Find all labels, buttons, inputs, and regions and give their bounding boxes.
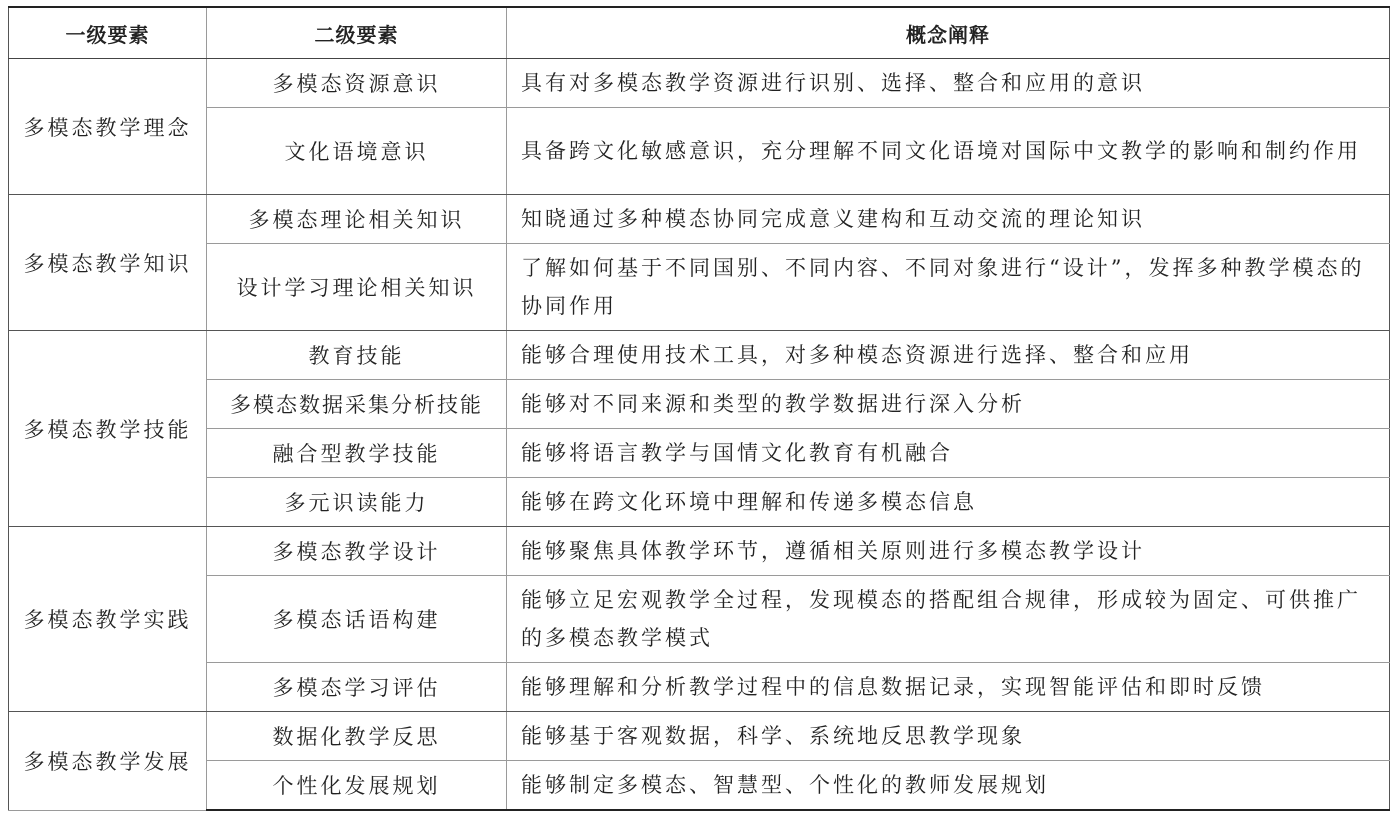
table-row <box>9 429 1390 478</box>
table-row <box>9 478 1390 527</box>
level2-cell: 多模态话语构建 <box>207 576 507 663</box>
table-row <box>9 380 1390 429</box>
level2-cell: 多模态教学设计 <box>207 527 507 576</box>
table-row <box>9 712 1390 761</box>
level2-cell: 多模态学习评估 <box>207 663 507 712</box>
description-cell: 具有对多模态教学资源进行识别、选择、整合和应用的意识 <box>507 59 1390 108</box>
level1-cell: 多模态教学技能 <box>9 331 207 527</box>
level2-cell: 数据化教学反思 <box>207 712 507 761</box>
level2-cell: 多模态数据采集分析技能 <box>207 380 507 429</box>
description-cell: 能够将语言教学与国情文化教育有机融合 <box>507 429 1390 478</box>
level1-cell: 多模态教学实践 <box>9 527 207 712</box>
table-row <box>9 527 1390 576</box>
description-cell: 能够聚焦具体教学环节，遵循相关原则进行多模态教学设计 <box>507 527 1390 576</box>
table-row <box>9 59 1390 108</box>
description-cell: 知晓通过多种模态协同完成意义建构和互动交流的理论知识 <box>507 195 1390 244</box>
competency-table <box>8 6 1390 811</box>
description-cell: 能够制定多模态、智慧型、个性化的教师发展规划 <box>507 761 1390 811</box>
description-cell: 能够对不同来源和类型的教学数据进行深入分析 <box>507 380 1390 429</box>
table-header-row <box>9 7 1390 59</box>
table-row <box>9 576 1390 663</box>
description-cell: 具备跨文化敏感意识，充分理解不同文化语境对国际中文教学的影响和制约作用 <box>507 108 1390 195</box>
level2-cell: 多模态资源意识 <box>207 59 507 108</box>
level2-cell: 个性化发展规划 <box>207 761 507 811</box>
level2-cell: 融合型教学技能 <box>207 429 507 478</box>
header-level1: 一级要素 <box>9 7 207 59</box>
table-row <box>9 195 1390 244</box>
table-row <box>9 331 1390 380</box>
level2-cell: 设计学习理论相关知识 <box>207 244 507 331</box>
level1-cell: 多模态教学理念 <box>9 59 207 195</box>
description-cell: 了解如何基于不同国别、不同内容、不同对象进行“设计”，发挥多种教学模态的协同作用 <box>507 244 1390 331</box>
description-cell: 能够合理使用技术工具，对多种模态资源进行选择、整合和应用 <box>507 331 1390 380</box>
level1-cell: 多模态教学发展 <box>9 712 207 811</box>
table-row <box>9 108 1390 195</box>
header-level2: 二级要素 <box>207 7 507 59</box>
description-cell: 能够基于客观数据，科学、系统地反思教学现象 <box>507 712 1390 761</box>
table-row <box>9 244 1390 331</box>
level2-cell: 多模态理论相关知识 <box>207 195 507 244</box>
level2-cell: 文化语境意识 <box>207 108 507 195</box>
description-cell: 能够理解和分析教学过程中的信息数据记录，实现智能评估和即时反馈 <box>507 663 1390 712</box>
level2-cell: 教育技能 <box>207 331 507 380</box>
level2-cell: 多元识读能力 <box>207 478 507 527</box>
description-cell: 能够立足宏观教学全过程，发现模态的搭配组合规律，形成较为固定、可供推广的多模态教学模式 <box>507 576 1390 663</box>
table-row <box>9 761 1390 811</box>
level1-cell: 多模态教学知识 <box>9 195 207 331</box>
table-row <box>9 663 1390 712</box>
description-cell: 能够在跨文化环境中理解和传递多模态信息 <box>507 478 1390 527</box>
header-description: 概念阐释 <box>507 7 1390 59</box>
